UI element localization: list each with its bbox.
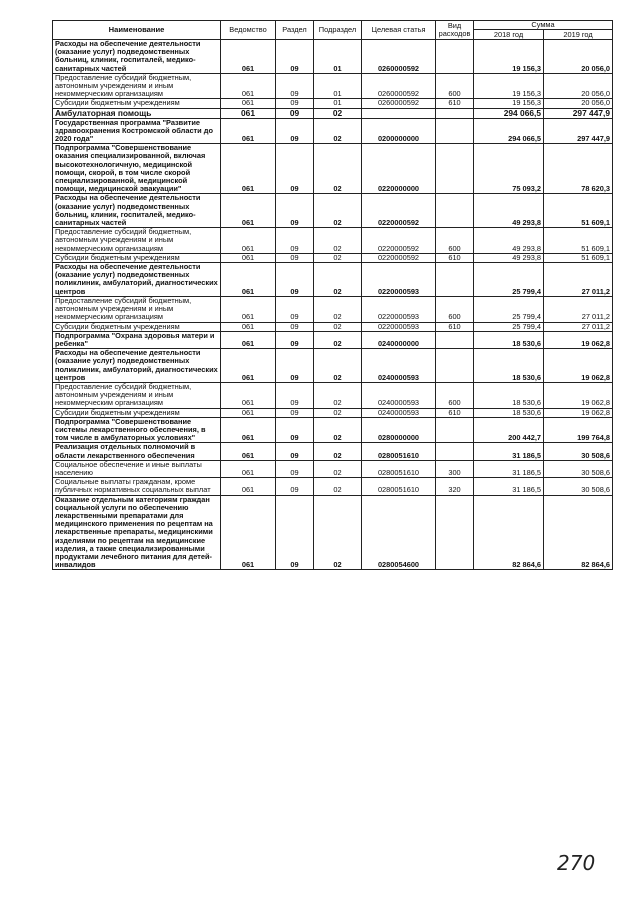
row-dept: 061 (221, 349, 276, 383)
row-section: 09 (276, 322, 314, 331)
row-dept: 061 (221, 73, 276, 99)
row-type (436, 108, 474, 118)
row-dept: 061 (221, 118, 276, 144)
row-subsection: 02 (314, 108, 362, 118)
row-name: Предоставление субсидий бюджетным, автономным учреждениям и иным некоммерческим организациям (53, 73, 221, 99)
row-target: 0200000000 (362, 118, 436, 144)
row-2019: 19 062,8 (544, 349, 613, 383)
row-dept: 061 (221, 194, 276, 228)
row-target: 0280051610 (362, 460, 436, 477)
row-name: Реализация отдельных полномочий в области лекарственного обеспечения (53, 443, 221, 460)
row-target: 0280051610 (362, 443, 436, 460)
row-subsection: 02 (314, 253, 362, 262)
row-name: Предоставление субсидий бюджетным, автономным учреждениям и иным некоммерческим организациям (53, 296, 221, 322)
row-2018: 49 293,8 (474, 253, 544, 262)
row-section: 09 (276, 296, 314, 322)
row-section: 09 (276, 194, 314, 228)
row-2018: 25 799,4 (474, 296, 544, 322)
row-2018: 49 293,8 (474, 194, 544, 228)
row-type (436, 495, 474, 570)
row-target: 0260000592 (362, 99, 436, 108)
row-target: 0220000593 (362, 296, 436, 322)
row-type: 600 (436, 73, 474, 99)
col-sum-header: Сумма (474, 21, 613, 30)
row-2018: 25 799,4 (474, 322, 544, 331)
row-name: Расходы на обеспечение деятельности (оказание услуг) подведомственных поликлиник, амбулаторий, диагностических центров (53, 263, 221, 297)
row-section: 09 (276, 253, 314, 262)
row-name: Оказание отдельным категориям граждан социальной услуги по обеспечению лекарственными препаратами для медицинского применения по рецептам на лекарственные препараты, медицинскими изделиями по рецептам на медицинские изделия, а также специализированными продуктами лечебного питания для детей-инвалидов (53, 495, 221, 570)
row-dept: 061 (221, 478, 276, 495)
row-2019: 297 447,9 (544, 118, 613, 144)
row-subsection: 02 (314, 443, 362, 460)
row-name: Субсидии бюджетным учреждениям (53, 322, 221, 331)
row-target: 0220000592 (362, 194, 436, 228)
row-name: Субсидии бюджетным учреждениям (53, 99, 221, 108)
row-dept: 061 (221, 417, 276, 443)
row-type (436, 263, 474, 297)
row-2018: 294 066,5 (474, 108, 544, 118)
row-target: 0240000000 (362, 331, 436, 348)
row-section: 09 (276, 460, 314, 477)
row-subsection: 02 (314, 322, 362, 331)
row-2019: 20 056,0 (544, 40, 613, 74)
row-section: 09 (276, 99, 314, 108)
table-row (53, 331, 613, 348)
row-target: 0220000592 (362, 228, 436, 254)
row-target: 0260000592 (362, 73, 436, 99)
row-section: 09 (276, 40, 314, 74)
page-number-handwritten (555, 850, 595, 876)
row-section: 09 (276, 417, 314, 443)
row-subsection: 02 (314, 263, 362, 297)
col-dept-header: Ведомство (221, 21, 276, 40)
row-name: Социальные выплаты гражданам, кроме публичных нормативных социальных выплат (53, 478, 221, 495)
row-2018: 25 799,4 (474, 263, 544, 297)
row-2018: 49 293,8 (474, 228, 544, 254)
row-dept: 061 (221, 108, 276, 118)
row-target: 0260000592 (362, 40, 436, 74)
table-row (53, 73, 613, 99)
row-target: 0220000592 (362, 253, 436, 262)
row-subsection: 02 (314, 144, 362, 194)
row-2018: 18 530,6 (474, 349, 544, 383)
row-target (362, 108, 436, 118)
row-name: Расходы на обеспечение деятельности (оказание услуг) подведомственных поликлиник, амбулаторий, диагностических центров (53, 349, 221, 383)
col-2019-header: 2019 год (544, 30, 613, 40)
row-section: 09 (276, 408, 314, 417)
row-target: 0280000000 (362, 417, 436, 443)
row-target: 0280051610 (362, 478, 436, 495)
row-subsection: 02 (314, 331, 362, 348)
row-2019: 27 011,2 (544, 296, 613, 322)
row-dept: 061 (221, 228, 276, 254)
row-type (436, 40, 474, 74)
row-name: Субсидии бюджетным учреждениям (53, 253, 221, 262)
row-dept: 061 (221, 495, 276, 570)
row-2018: 31 186,5 (474, 460, 544, 477)
row-dept: 061 (221, 331, 276, 348)
row-2018: 19 156,3 (474, 73, 544, 99)
row-type (436, 417, 474, 443)
row-dept: 061 (221, 322, 276, 331)
table-body (53, 40, 613, 570)
page-number: 270 (557, 851, 595, 875)
row-2019: 51 609,1 (544, 194, 613, 228)
row-type (436, 118, 474, 144)
row-section: 09 (276, 118, 314, 144)
row-type (436, 443, 474, 460)
row-section: 09 (276, 478, 314, 495)
row-2019: 20 056,0 (544, 73, 613, 99)
row-section: 09 (276, 108, 314, 118)
row-2018: 31 186,5 (474, 478, 544, 495)
row-subsection: 02 (314, 194, 362, 228)
row-dept: 061 (221, 460, 276, 477)
row-2019: 19 062,8 (544, 331, 613, 348)
row-name: Субсидии бюджетным учреждениям (53, 408, 221, 417)
table-row (53, 228, 613, 254)
table-row (53, 144, 613, 194)
row-2019: 30 508,6 (544, 478, 613, 495)
row-subsection: 02 (314, 296, 362, 322)
row-name: Подпрограмма "Совершенствование системы лекарственного обеспечения, в том числе в амбулаторных условиях" (53, 417, 221, 443)
col-name-header: Наименование (53, 21, 221, 40)
row-dept: 061 (221, 40, 276, 74)
col-target-header: Целевая статья (362, 21, 436, 40)
row-type (436, 349, 474, 383)
row-2019: 51 609,1 (544, 253, 613, 262)
row-target: 0220000593 (362, 322, 436, 331)
row-dept: 061 (221, 408, 276, 417)
row-2018: 18 530,6 (474, 382, 544, 408)
row-2019: 20 056,0 (544, 99, 613, 108)
row-type: 610 (436, 322, 474, 331)
row-target: 0220000000 (362, 144, 436, 194)
row-2019: 78 620,3 (544, 144, 613, 194)
table-row (53, 194, 613, 228)
row-name: Государственная программа "Развитие здравоохранения Костромской области до 2020 года" (53, 118, 221, 144)
row-type: 600 (436, 296, 474, 322)
row-name: Предоставление субсидий бюджетным, автономным учреждениям и иным некоммерческим организациям (53, 228, 221, 254)
row-dept: 061 (221, 296, 276, 322)
row-2019: 27 011,2 (544, 263, 613, 297)
row-target: 0240000593 (362, 408, 436, 417)
row-section: 09 (276, 331, 314, 348)
row-type: 610 (436, 253, 474, 262)
row-2018: 31 186,5 (474, 443, 544, 460)
row-type (436, 331, 474, 348)
row-section: 09 (276, 349, 314, 383)
row-subsection: 02 (314, 495, 362, 570)
table-row (53, 322, 613, 331)
row-2018: 294 066,5 (474, 118, 544, 144)
row-subsection: 02 (314, 118, 362, 144)
row-type (436, 194, 474, 228)
row-2018: 19 156,3 (474, 99, 544, 108)
col-subsection-header: Подраздел (314, 21, 362, 40)
row-section: 09 (276, 443, 314, 460)
row-dept: 061 (221, 253, 276, 262)
row-target: 0220000593 (362, 263, 436, 297)
row-type: 610 (436, 99, 474, 108)
table-row (53, 263, 613, 297)
row-type: 610 (436, 408, 474, 417)
row-target: 0240000593 (362, 349, 436, 383)
row-subsection: 01 (314, 99, 362, 108)
table-row (53, 108, 613, 118)
row-subsection: 02 (314, 349, 362, 383)
row-dept: 061 (221, 382, 276, 408)
row-2018: 19 156,3 (474, 40, 544, 74)
row-name: Расходы на обеспечение деятельности (оказание услуг) подведомственных больниц, клиник, госпиталей, медико-санитарных частей (53, 40, 221, 74)
col-section-header: Раздел (276, 21, 314, 40)
row-name: Амбулаторная помощь (53, 108, 221, 118)
row-target: 0280054600 (362, 495, 436, 570)
row-subsection: 01 (314, 73, 362, 99)
table-row (53, 40, 613, 74)
row-2019: 30 508,6 (544, 443, 613, 460)
row-name: Подпрограмма "Охрана здоровья матери и ребенка" (53, 331, 221, 348)
row-2018: 82 864,6 (474, 495, 544, 570)
row-2019: 27 011,2 (544, 322, 613, 331)
row-2019: 30 508,6 (544, 460, 613, 477)
row-subsection: 02 (314, 228, 362, 254)
row-subsection: 02 (314, 408, 362, 417)
table-row (53, 118, 613, 144)
row-2019: 199 764,8 (544, 417, 613, 443)
table-row (53, 296, 613, 322)
row-type: 320 (436, 478, 474, 495)
row-section: 09 (276, 263, 314, 297)
col-type-header: Вид расходов (436, 21, 474, 40)
row-section: 09 (276, 228, 314, 254)
row-2018: 200 442,7 (474, 417, 544, 443)
row-section: 09 (276, 382, 314, 408)
row-dept: 061 (221, 263, 276, 297)
row-2019: 297 447,9 (544, 108, 613, 118)
table-row (53, 417, 613, 443)
row-target: 0240000593 (362, 382, 436, 408)
table-row (53, 460, 613, 477)
budget-sheet (52, 20, 612, 570)
row-section: 09 (276, 144, 314, 194)
row-subsection: 01 (314, 40, 362, 74)
row-section: 09 (276, 495, 314, 570)
row-2019: 51 609,1 (544, 228, 613, 254)
row-2019: 82 864,6 (544, 495, 613, 570)
table-row (53, 408, 613, 417)
row-subsection: 02 (314, 417, 362, 443)
row-2019: 19 062,8 (544, 382, 613, 408)
row-name: Социальное обеспечение и иные выплаты населению (53, 460, 221, 477)
row-type: 600 (436, 228, 474, 254)
row-type: 300 (436, 460, 474, 477)
row-subsection: 02 (314, 478, 362, 495)
row-2019: 19 062,8 (544, 408, 613, 417)
row-2018: 18 530,6 (474, 331, 544, 348)
row-dept: 061 (221, 99, 276, 108)
row-2018: 18 530,6 (474, 408, 544, 417)
table-row (53, 495, 613, 570)
table-row (53, 349, 613, 383)
table-row (53, 99, 613, 108)
row-type: 600 (436, 382, 474, 408)
row-name: Расходы на обеспечение деятельности (оказание услуг) подведомственных больниц, клиник, госпиталей, медико-санитарных частей (53, 194, 221, 228)
row-subsection: 02 (314, 382, 362, 408)
row-name: Предоставление субсидий бюджетным, автономным учреждениям и иным некоммерческим организациям (53, 382, 221, 408)
row-type (436, 144, 474, 194)
budget-table (52, 20, 613, 570)
row-subsection: 02 (314, 460, 362, 477)
row-name: Подпрограмма "Совершенствование оказания специализированной, включая высокотехнологичную, медицинской помощи, скорой, в том числе скорой специализированной, медицинской помощи, медицинской эвакуации" (53, 144, 221, 194)
table-row (53, 478, 613, 495)
col-2018-header: 2018 год (474, 30, 544, 40)
row-section: 09 (276, 73, 314, 99)
table-row (53, 382, 613, 408)
table-row (53, 443, 613, 460)
row-2018: 75 093,2 (474, 144, 544, 194)
row-dept: 061 (221, 144, 276, 194)
row-dept: 061 (221, 443, 276, 460)
